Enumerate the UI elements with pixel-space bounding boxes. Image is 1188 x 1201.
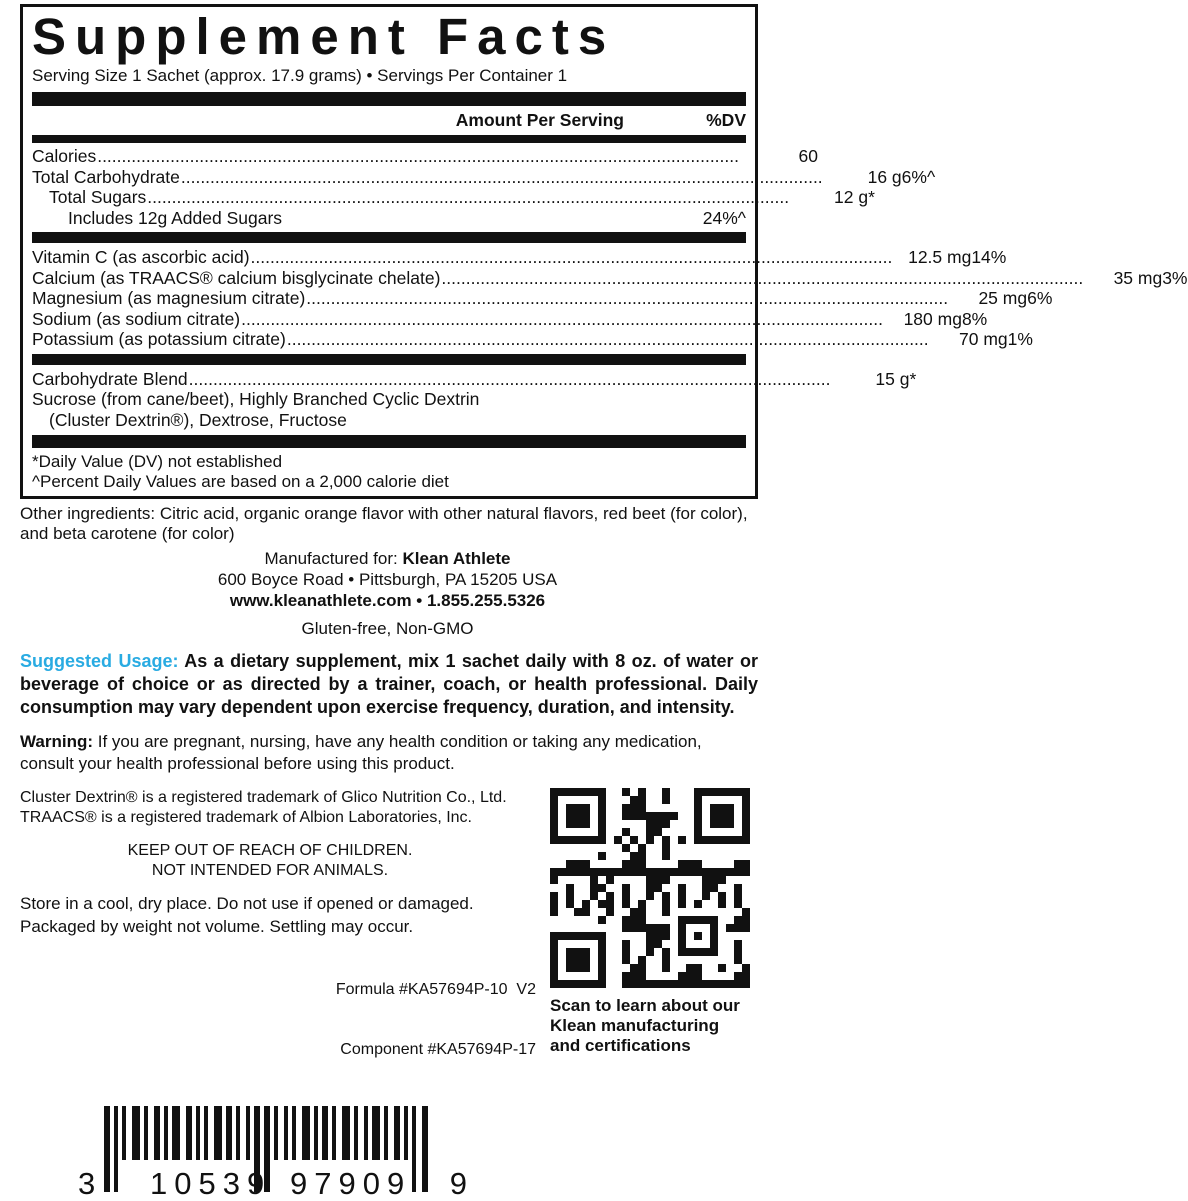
dot-leader [189,369,831,390]
nutrient-dv: 24%^ [702,207,746,228]
warning-label: Warning: [20,732,94,751]
nutrient-row-sodium [32,308,988,330]
barcode-digit-check: 9 [449,1166,467,1201]
warning [20,731,758,775]
keep-out-line: KEEP OUT OF REACH OF CHILDREN. [127,842,413,859]
nutrient-label: Magnesium (as magnesium citrate) [32,288,306,308]
claims-line: Gluten-free, Non-GMO [301,619,474,638]
brand-name: Klean Athlete [402,549,511,568]
suggested-usage-label: Suggested Usage: [20,651,179,671]
footnote-percent-dv: ^Percent Daily Values are based on a 2,000 calorie diet [32,472,449,491]
nutrient-label: Calories [32,146,97,166]
dot-leader [251,247,893,268]
nutrient-amount: 25 mg [978,288,1028,308]
nutrient-dv: 6%^ [901,166,936,187]
nutrient-dv: 8% [961,308,988,329]
separator-bar [32,435,746,448]
other-ingredients: Other ingredients: Citric acid, organic orange flavor with other natural flavors, red beet (for color), and beta carotene (for color) [20,504,748,543]
upc-barcode [78,1106,473,1201]
qr-caption-line-2: Klean manufacturing [550,1016,720,1035]
nutrient-row-magnesium [32,288,1053,309]
dot-leader [241,309,883,330]
nutrient-dv: * [868,187,875,207]
formula-number: Formula #KA57694P-10 V2 [335,981,536,998]
nutrient-amount: 70 mg [959,329,1008,349]
nutrient-amount: 60 [798,146,818,166]
nutrient-row-potassium [32,329,1033,350]
separator-bar [32,354,746,365]
formula-block [20,940,540,1100]
nutrient-amount: 180 mg [903,308,962,329]
nutrient-dv: 6% [1027,288,1053,308]
nutrient-label: Calcium (as TRAACS® calcium bisglycinate chelate) [32,267,441,288]
dv-header: %DV [706,110,746,130]
barcode-digits-left: 10539 [150,1166,272,1201]
nutrient-amount: 12 g [834,187,869,207]
nutrient-amount: 15 g [875,368,910,389]
dot-leader [147,187,789,208]
qr-caption [550,996,758,1056]
nutrient-label: Carbohydrate Blend [32,368,188,389]
bottom-section [20,788,758,1201]
dot-leader [287,329,929,350]
component-number: Component #KA57694P-17 [340,1041,536,1058]
storage-line-2: Packaged by weight not volume. Settling may occur. [20,917,414,936]
nutrient-row-total-carbohydrate [32,166,936,188]
nutrient-row-total-sugars [32,187,875,208]
storage-line-1: Store in a cool, dry place. Do not use if opened or damaged. [20,894,474,913]
nutrient-dv: * [909,368,917,389]
nutrient-label: Total Sugars [49,187,147,207]
column-header-row [32,109,746,132]
blend-ingredients-line-1: Sucrose (from cane/beet), Highly Branched Cyclic Dextrin [32,389,480,409]
keep-out-block [20,841,540,881]
separator-bar-thick [32,92,746,106]
nutrient-row-added-sugars [32,208,746,229]
bottom-left-column [20,788,540,1201]
suggested-usage [20,650,758,719]
barcode-digit-system: 3 [78,1166,96,1201]
nutrient-amount: 12.5 mg [908,247,972,267]
blend-ingredients-line-2: (Cluster Dextrin®), Dextrose, Fructose [49,409,347,430]
qr-code [550,788,750,988]
dot-leader [97,146,739,167]
nutrient-amount: 35 mg [1113,267,1163,288]
manufacturer-block [0,548,775,611]
nutrient-row-vitamin-c [32,247,1007,268]
footnote-dv-not-established: *Daily Value (DV) not established [32,452,283,471]
nutrient-label: Includes 12g Added Sugars [68,207,283,228]
nutrient-amount: 16 g [867,166,902,187]
nutrient-row-carbohydrate-blend [32,368,917,390]
storage-block [20,892,540,938]
serving-size-line: Serving Size 1 Sachet (approx. 17.9 grams) • Servings Per Container 1 [32,66,568,85]
manufacturer-address: 600 Boyce Road • Pittsburgh, PA 15205 USA [217,570,558,589]
manufactured-for-prefix: Manufactured for: [264,549,398,568]
manufactured-for-line [0,548,775,569]
barcode-digits-right: 97909 [290,1166,412,1201]
not-intended-line: NOT INTENDED FOR ANIMALS. [151,862,389,879]
dot-leader [441,268,1083,289]
amount-per-serving-header: Amount Per Serving [455,110,624,130]
trademark-traacs: TRAACS® is a registered trademark of Albion Laboratories, Inc. [20,809,472,826]
nutrient-dv: 14% [971,247,1007,267]
separator-bar [32,135,746,143]
nutrient-label: Sodium (as sodium citrate) [32,308,241,329]
warning-text: If you are pregnant, nursing, have any health condition or taking any medication, consult your health professional before using this product. [20,732,702,773]
nutrient-label: Vitamin C (as ascorbic acid) [32,247,250,267]
nutrient-row-calories [32,146,818,167]
manufacturer-contact: www.kleanathlete.com • 1.855.255.5326 [229,591,546,610]
nutrient-dv: 3% [1162,267,1188,288]
nutrient-label: Potassium (as potassium citrate) [32,329,286,349]
supplement-label-page [0,4,1188,1201]
bottom-right-column [550,788,758,1201]
trademark-cluster-dextrin: Cluster Dextrin® is a registered trademark of Glico Nutrition Co., Ltd. [20,789,507,806]
nutrient-row-calcium [32,267,1188,289]
qr-caption-line-1: Scan to learn about our [550,996,740,1015]
nutrient-label: Total Carbohydrate [32,166,180,187]
qr-caption-line-3: and certifications [550,1036,691,1055]
dot-leader [306,288,948,309]
suggested-usage-text: As a dietary supplement, mix 1 sachet daily with 8 oz. of water or beverage of choice or as directed by a trainer, coach, or health professional. Daily consumption may vary dependent upon exercise frequency, duration, and intensity. [20,651,758,717]
dot-leader [181,167,823,188]
panel-title: Supplement Facts [32,8,616,65]
nutrient-dv: 1% [1007,329,1033,349]
supplement-facts-panel [20,4,1188,499]
separator-bar [32,232,746,243]
